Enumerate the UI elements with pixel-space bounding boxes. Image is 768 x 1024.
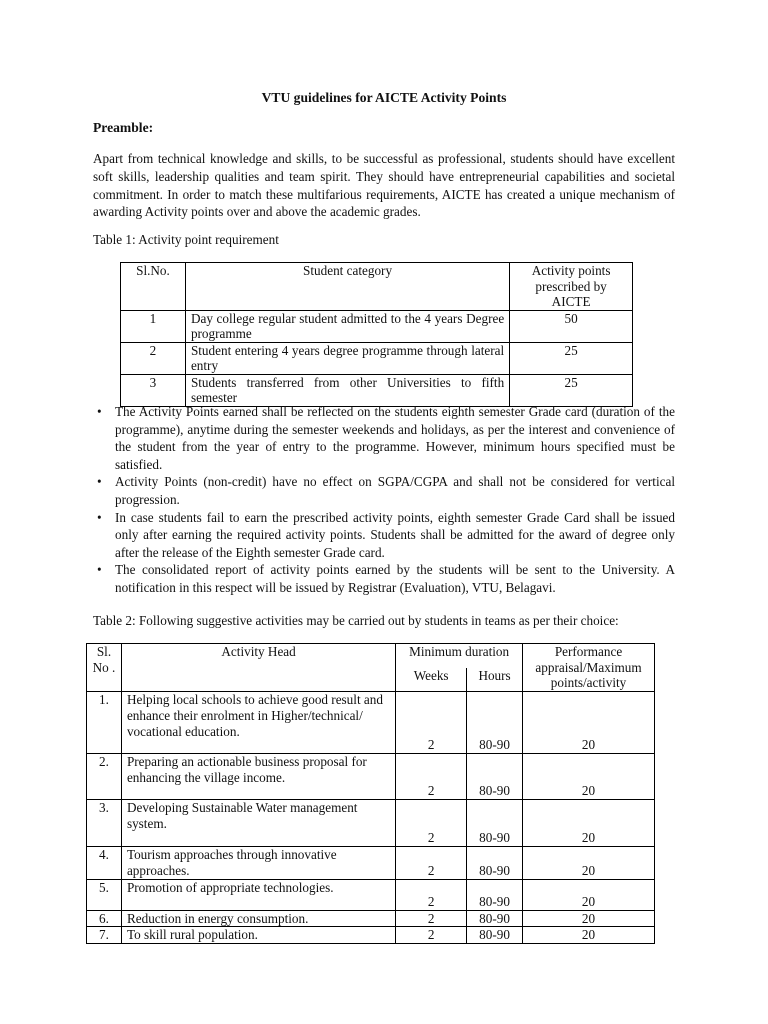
header-activity-head: Activity Head bbox=[121, 644, 395, 692]
header-student-category: Student category bbox=[185, 263, 509, 311]
category-cell: Day college regular student admitted to the 4 years Degree programme bbox=[185, 310, 509, 342]
sl-no-cell: 3 bbox=[121, 374, 186, 406]
weeks-cell: 2 bbox=[396, 847, 467, 879]
suggestive-activities-table bbox=[86, 643, 655, 944]
bullet-icon: • bbox=[97, 404, 102, 419]
points-cell: 25 bbox=[510, 342, 633, 374]
weeks-cell: 2 bbox=[396, 754, 467, 800]
points-cell: 20 bbox=[523, 927, 655, 944]
hours-cell: 80-90 bbox=[467, 927, 523, 944]
list-item: • In case students fail to earn the prescribed activity points, eighth semester Grade Card shall be issued only after earning the required activity points. Students shall be admitted for the award of degree only after the release of the Eighth semester Grade card. bbox=[97, 509, 675, 560]
weeks-cell: 2 bbox=[396, 879, 467, 910]
list-item: • The consolidated report of activity points earned by the students will be sent to the University. A notification in this respect will be issued by Registrar (Evaluation), VTU, Belagavi. bbox=[97, 562, 675, 595]
preamble-heading: Preamble: bbox=[93, 120, 154, 135]
sl-no-cell: 6. bbox=[87, 910, 122, 927]
guidelines-list bbox=[93, 403, 675, 597]
header-hours: Hours bbox=[467, 668, 523, 692]
points-cell: 50 bbox=[510, 310, 633, 342]
points-cell: 20 bbox=[523, 910, 655, 927]
points-cell: 20 bbox=[523, 692, 655, 754]
header-performance-appraisal: Performance appraisal/Maximum points/activity bbox=[523, 644, 655, 692]
bullet-icon: • bbox=[97, 562, 102, 578]
table1-caption: Table 1: Activity point requirement bbox=[93, 232, 279, 247]
bullet-icon: • bbox=[97, 474, 102, 490]
table-row bbox=[87, 800, 655, 847]
category-cell: Student entering 4 years degree programme through lateral entry bbox=[185, 342, 509, 374]
header-weeks: Weeks bbox=[396, 668, 467, 692]
sl-no-cell: 1 bbox=[121, 310, 186, 342]
hours-cell: 80-90 bbox=[467, 879, 523, 910]
table-row bbox=[121, 374, 633, 406]
activity-cell: Helping local schools to achieve good result and enhance their enrolment in Higher/technical/ vocational education. bbox=[121, 692, 395, 754]
table-row bbox=[87, 754, 655, 800]
table-row bbox=[87, 927, 655, 944]
sl-no-cell: 7. bbox=[87, 927, 122, 944]
activity-cell: Tourism approaches through innovative approaches. bbox=[121, 847, 395, 879]
sl-no-cell: 3. bbox=[87, 800, 122, 847]
sl-no-cell: 2. bbox=[87, 754, 122, 800]
weeks-cell: 2 bbox=[396, 692, 467, 754]
table-row bbox=[87, 847, 655, 879]
table-row bbox=[121, 342, 633, 374]
header-minimum-duration: Minimum duration bbox=[396, 644, 523, 668]
table-row bbox=[87, 879, 655, 910]
activity-cell: Preparing an actionable business proposal for enhancing the village income. bbox=[121, 754, 395, 800]
points-cell: 20 bbox=[523, 879, 655, 910]
preamble-text: Apart from technical knowledge and skills, to be successful as professional, students should have excellent soft skills, leadership qualities and team spirit. They should have entrepreneurial capabilities and societal commitment. In order to match these multifarious requirements, AICTE has created a unique mechanism of awarding Activity points over and above the academic grades. bbox=[93, 151, 675, 220]
sl-no-cell: 1. bbox=[87, 692, 122, 754]
points-cell: 20 bbox=[523, 847, 655, 879]
table-row bbox=[87, 910, 655, 927]
activity-cell: Reduction in energy consumption. bbox=[121, 910, 395, 927]
table-header-row bbox=[87, 644, 655, 668]
table-row bbox=[87, 692, 655, 754]
hours-cell: 80-90 bbox=[467, 754, 523, 800]
table2-caption: Table 2: Following suggestive activities may be carried out by students in teams as per their choice: bbox=[93, 613, 619, 628]
list-item: • Activity Points (non-credit) have no effect on SGPA/CGPA and shall not be considered for vertical progression. bbox=[97, 474, 675, 507]
hours-cell: 80-90 bbox=[467, 847, 523, 879]
header-activity-points: Activity points prescribed by AICTE bbox=[510, 263, 633, 311]
document-title: VTU guidelines for AICTE Activity Points bbox=[261, 90, 507, 105]
hours-cell: 80-90 bbox=[467, 692, 523, 754]
header-sl-no: Sl.No. bbox=[121, 263, 186, 311]
list-item: • The Activity Points earned shall be reflected on the students eighth semester Grade card (duration of the programme), anytime during the semester weekends and holidays, as per the interest and convenience of the student from the year of entry to the programme. However, minimum hours specified must be satisfied. bbox=[97, 404, 675, 472]
bullet-icon: • bbox=[97, 509, 102, 525]
activity-cell: Promotion of appropriate technologies. bbox=[121, 879, 395, 910]
hours-cell: 80-90 bbox=[467, 800, 523, 847]
header-sl-no: Sl. No . bbox=[87, 644, 122, 692]
activity-point-requirement-table bbox=[120, 262, 633, 407]
activity-cell: To skill rural population. bbox=[121, 927, 395, 944]
weeks-cell: 2 bbox=[396, 910, 467, 927]
table-row bbox=[121, 310, 633, 342]
weeks-cell: 2 bbox=[396, 927, 467, 944]
category-cell: Students transferred from other Universities to fifth semester bbox=[185, 374, 509, 406]
sl-no-cell: 4. bbox=[87, 847, 122, 879]
points-cell: 25 bbox=[510, 374, 633, 406]
weeks-cell: 2 bbox=[396, 800, 467, 847]
points-cell: 20 bbox=[523, 800, 655, 847]
table-header-row bbox=[121, 263, 633, 311]
sl-no-cell: 2 bbox=[121, 342, 186, 374]
hours-cell: 80-90 bbox=[467, 910, 523, 927]
sl-no-cell: 5. bbox=[87, 879, 122, 910]
activity-cell: Developing Sustainable Water management system. bbox=[121, 800, 395, 847]
points-cell: 20 bbox=[523, 754, 655, 800]
